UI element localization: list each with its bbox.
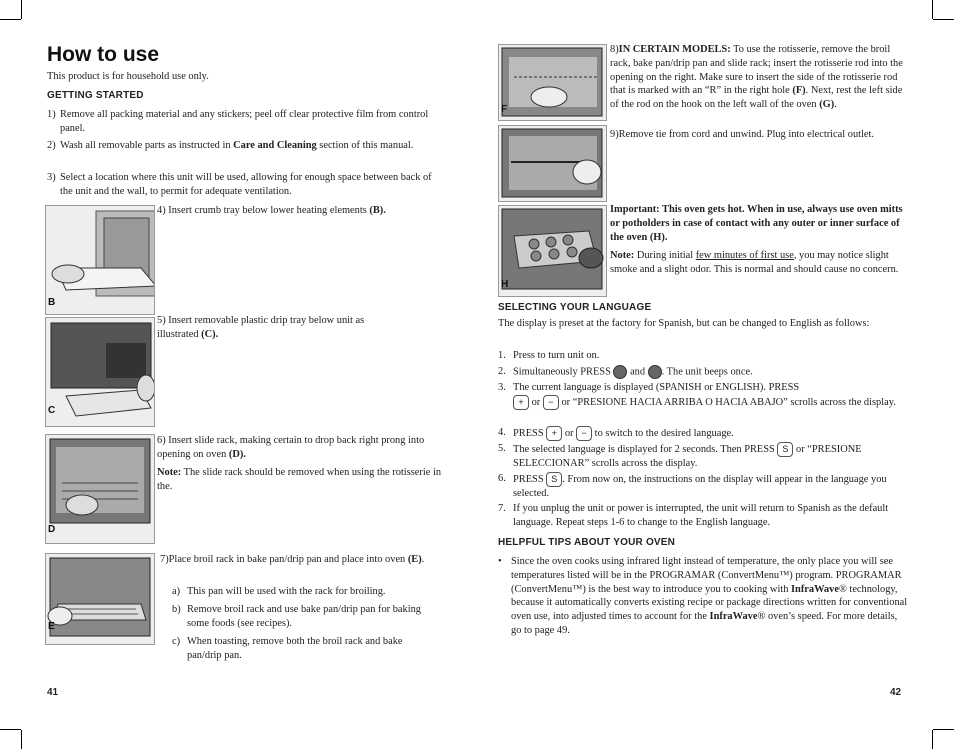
plus-button-icon: + [513, 395, 529, 410]
list-item: • Since the oven cooks using infrared light instead of temperature, the only place you will see temperatures listed will be in the PROGRAMAR (ConvertMenu™) program. PROGRAMAR (ConvertMenu™) is the best way to introduce you to cooking with InfraWave® technology, because it automatically converts existing recipe or package directions written for conventional oven use, into adjusted times to account for the InfraWave® oven’s speed. For more details, go to page 49. [498, 556, 908, 636]
crop-mark [932, 0, 933, 19]
step-5: 5) Insert removable plastic drip tray below unit as illustrated (C). [157, 315, 365, 340]
crop-mark [0, 19, 21, 20]
oven-rotisserie-left-illustration [499, 126, 606, 201]
crop-mark [21, 730, 22, 749]
crop-mark [21, 0, 22, 19]
figure-label-f: F [501, 104, 508, 115]
list-item: b) Remove broil rack and use bake pan/drip pan for baking some foods (see recipes). [172, 604, 422, 629]
figure-g [498, 125, 607, 202]
select-button-icon: S [546, 472, 562, 487]
selecting-language-heading: SELECTING YOUR LANGUAGE [498, 302, 652, 313]
oven-drip-tray-illustration [46, 318, 154, 426]
crop-mark [0, 729, 21, 730]
figure-e [45, 553, 155, 645]
figure-b [45, 205, 155, 315]
figure-h [498, 205, 607, 297]
figure-f [498, 44, 607, 121]
page-number-right: 42 [890, 687, 902, 698]
oven-broil-rack-illustration [46, 554, 154, 644]
page-title: How to use [47, 43, 160, 66]
figure-d [45, 434, 155, 544]
page-number-left: 41 [47, 687, 59, 698]
step-6: 6) Insert slide rack, making certain to drop back right prong into opening on oven (D). [157, 435, 425, 460]
pizza-button-icon [613, 365, 627, 379]
minus-button-icon: − [543, 395, 559, 410]
selecting-language-intro: The display is preset at the factory for Spanish, but can be changed to English as follows: [498, 318, 870, 329]
list-item: c) When toasting, remove both the broil rack and bake pan/drip pan. [172, 636, 403, 661]
step-7: 7)Place broil rack in bake pan/drip pan and place into oven (E). [160, 554, 425, 565]
figure-c [45, 317, 155, 427]
minus-button-icon: − [576, 426, 592, 441]
step-6-note: Note: The slide rack should be removed when using the rotisserie in the. [157, 467, 442, 492]
step-8: 8)IN CERTAIN MODELS: To use the rotisserie, remove the broil rack, bake pan/drip pan and slide rack; insert the rotisserie rod into the opening on the right. Make sure to insert the side of the rotisserie rod that is marked with an “R” in the right hole (F). Next, rest the left side of the rod on the hook on the left wall of the oven (G). [610, 44, 903, 111]
list-item: 2. Simultaneously PRESS and . The unit beeps once. [498, 366, 753, 378]
helpful-tips-heading: HELPFUL TIPS ABOUT YOUR OVEN [498, 537, 676, 548]
list-item: 1) Remove all packing material and any stickers; peel off clear protective film from control panel. [47, 109, 429, 134]
oven-mitts-muffin-tin-illustration [499, 206, 606, 296]
list-item: a) This pan will be used with the rack for broiling. [172, 586, 386, 597]
crop-mark [933, 729, 954, 730]
getting-started-heading: GETTING STARTED [47, 90, 144, 101]
list-item: 6. PRESS S . From now on, the instructions on the display will appear in the language you selected. [498, 473, 887, 499]
plus-button-icon: + [546, 426, 562, 441]
crop-mark [932, 730, 933, 749]
crop-mark [933, 19, 954, 20]
oven-rotisserie-right-illustration [499, 45, 606, 120]
list-item: 1. Press to turn unit on. [498, 350, 600, 361]
figure-label-e: E [48, 621, 55, 632]
combo-button-icon [648, 365, 662, 379]
list-item: 3) Select a location where this unit will be used, allowing for enough space between back of the unit and the wall, to permit for adequate ventilation. [47, 172, 432, 197]
list-item: 7. If you unplug the unit or power is interrupted, the unit will return to Spanish as the default language. Repeat steps 1-6 to change to the English language. [498, 503, 889, 528]
important-warning: Important: This oven gets hot. When in use, always use oven mitts or potholders in case of contact with any outer or inner surface of the oven (H). [610, 204, 903, 243]
figure-label-h: H [501, 279, 509, 290]
select-button-icon: S [777, 442, 793, 457]
step-4: 4) Insert crumb tray below lower heating elements (B). [157, 205, 386, 216]
figure-label-c: C [48, 405, 56, 416]
first-use-note: Note: During initial few minutes of first use, you may notice slight smoke and a slight odor. This is normal and should cause no concern. [610, 250, 899, 275]
list-item: 3. The current language is displayed (SPANISH or ENGLISH). PRESS + or − or “PRESIONE HACIA ARRIBA O HACIA ABAJO” scrolls across the display. [498, 381, 898, 410]
list-item: 4. PRESS + or − to switch to the desired language. [498, 426, 908, 441]
list-item: 2) Wash all removable parts as instructed in Care and Cleaning section of this manual. [47, 140, 414, 151]
oven-crumb-tray-illustration [46, 206, 154, 314]
oven-slide-rack-illustration [46, 435, 154, 543]
figure-label-b: B [48, 297, 56, 308]
step-9: 9)Remove tie from cord and unwind. Plug into electrical outlet. [610, 129, 875, 140]
figure-label-d: D [48, 524, 56, 535]
list-item: 5. The selected language is displayed for 2 seconds. Then PRESS S or “PRESIONE SELECCIONAR” scrolls across the display. [498, 443, 862, 469]
household-note: This product is for household use only. [47, 71, 209, 82]
